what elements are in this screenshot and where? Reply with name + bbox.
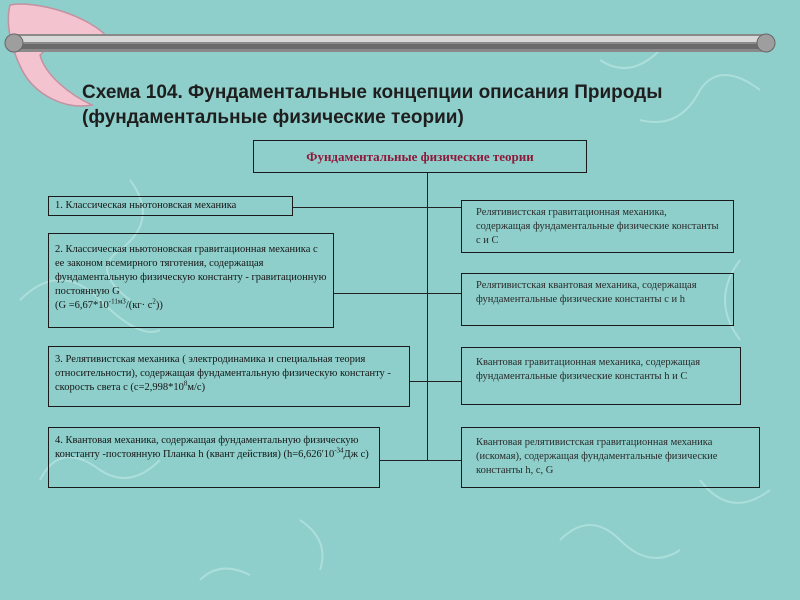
right-node-4: [461, 427, 760, 488]
connector-left-3: [410, 381, 427, 382]
connector-left-1: [293, 207, 427, 208]
slide-title: Схема 104. Фундаментальные концепции описания Природы (фундаментальные физические теории): [82, 82, 663, 128]
right-node-4-text: Квантовая релятивистская гравитационная механика (искомая), содержащая фундаментальные физические константы h, c, G: [476, 437, 718, 476]
left-node-2-text: 2. Классическая ньютоновская гравитационная механика с ее законом всемирного тяготения, содержащая фундаментальную физическую константу - гравитационную постоянную G: [55, 244, 327, 297]
connector-left-2: [334, 293, 427, 294]
right-node-3: [461, 347, 741, 405]
left-node-3-text: 3. Релятивистская механика ( электродинамика и специальная теория относительности), содержащая фундаментальную физическую константу - скорость света с (с=2,998*10: [55, 354, 391, 393]
left-node-3: 3. Релятивистская механика ( электродинамика и специальная теория относительности), содержащая фундаментальную физическую константу - скорость света с $(с=2,998*10^8м/с)$: [48, 346, 410, 407]
connector-right-2: [427, 293, 461, 294]
left-node-2-formula: $(G =6,67*10^{-11м3}/(кг\cdot с^2))$: [55, 297, 163, 311]
left-node-4-text: 4. Квантовая механика, содержащая фундаментальную физическую константу -постоянную Планка h (квант действия) (h=6,626'10: [55, 435, 359, 460]
left-node-2: [48, 233, 334, 328]
left-node-1: [48, 196, 293, 216]
connector-right-4: [427, 460, 461, 461]
right-node-1-text: Релятивистская гравитационная механика, содержащая фундаментальные физические константы с и С: [476, 207, 719, 246]
right-node-1: [461, 200, 734, 253]
connector-left-4: [380, 460, 427, 461]
right-node-3-text: Квантовая гравитационная механика, содержащая фундаментальные физические константы h и С: [476, 357, 701, 382]
left-node-4: 4. Квантовая механика, содержащая фундаментальную физическую константу -постоянную Планка h (квант действия) ($h=6,626'10^{-34}Дж$ с): [48, 427, 380, 488]
right-node-2-text: Релятивистская квантовая механика, содержащая фундаментальные физические константы с и h: [476, 280, 697, 305]
root-node: Фундаментальные физические теории: [253, 140, 587, 173]
left-node-1-text: 1. Классическая ньютоновская механика: [55, 200, 237, 211]
right-node-2: [461, 273, 734, 326]
decorative-bar: [5, 34, 775, 52]
connector-right-1: [427, 207, 461, 208]
connector-trunk: [427, 173, 428, 460]
connector-right-3: [427, 381, 461, 382]
